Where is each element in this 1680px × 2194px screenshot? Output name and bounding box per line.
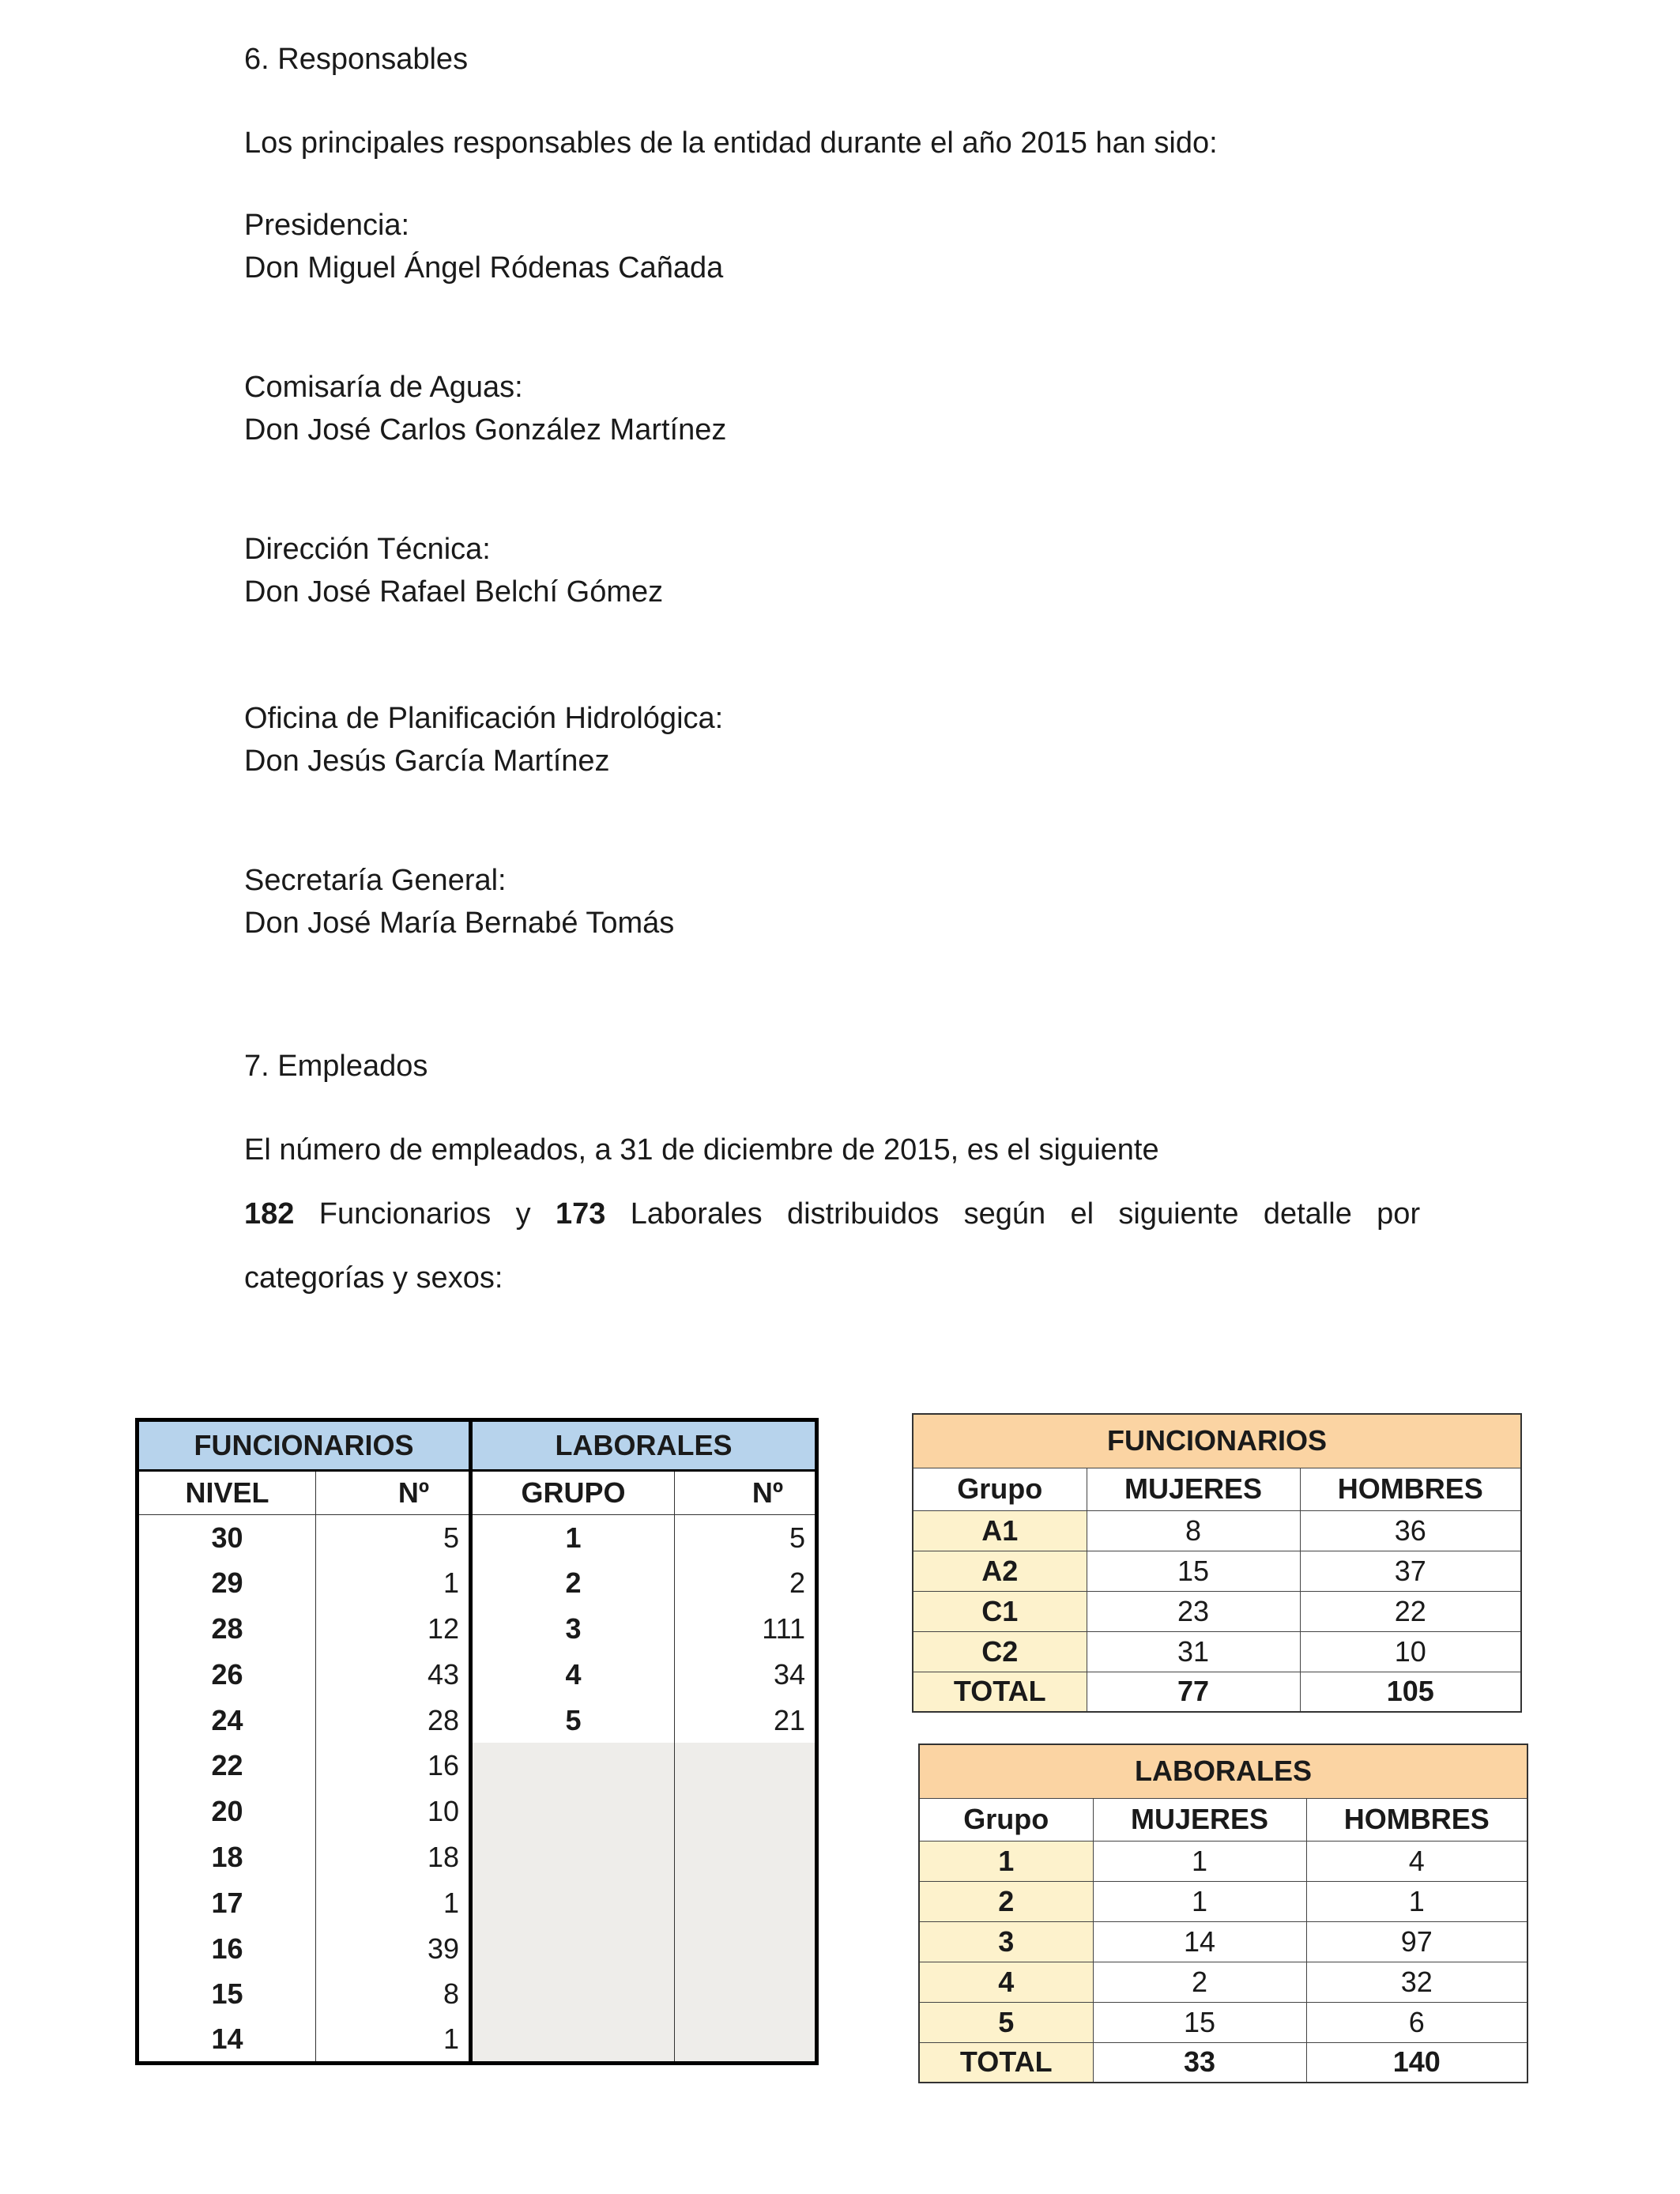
numero-laborales-cell: 5 [675, 1515, 817, 1561]
numero-laborales-cell [675, 1971, 817, 2017]
numero-laborales-cell [675, 1834, 817, 1880]
grupo-cell: 4 [471, 1652, 675, 1698]
hombres-cell: 36 [1300, 1510, 1521, 1551]
grupo-cell: A1 [913, 1510, 1087, 1551]
grupo-cell: 2 [919, 1881, 1093, 1921]
role-title-oficina: Oficina de Planificación Hidrológica: [244, 702, 724, 735]
total-row [919, 2042, 1527, 2083]
mujeres-cell: 15 [1093, 2002, 1306, 2042]
col-nivel: NIVEL [137, 1471, 316, 1515]
numero-funcionarios-cell: 8 [316, 1971, 471, 2017]
section-6-heading: 6. Responsables [244, 43, 469, 76]
mujeres-cell: 1 [1093, 1841, 1306, 1881]
role-name-direccion: Don José Rafael Belchí Gómez [244, 575, 664, 609]
numero-funcionarios-cell: 39 [316, 1926, 471, 1972]
nivel-cell: 16 [137, 1926, 316, 1972]
nivel-grupo-table [135, 1418, 819, 2065]
numero-funcionarios-cell: 43 [316, 1652, 471, 1698]
col-hombres: HOMBRES [1300, 1468, 1521, 1510]
grupo-cell: 5 [919, 2002, 1093, 2042]
funcionarios-count: 182 [244, 1197, 295, 1231]
header-funcionarios: FUNCIONARIOS [137, 1420, 471, 1471]
mujeres-cell: 14 [1093, 1921, 1306, 1962]
grupo-cell [471, 2017, 675, 2063]
grupo-cell [471, 1880, 675, 1926]
nivel-cell: 29 [137, 1560, 316, 1606]
hombres-cell: 97 [1306, 1921, 1527, 1962]
table-row [919, 1921, 1527, 1962]
grupo-cell: 1 [919, 1841, 1093, 1881]
numero-funcionarios-cell: 16 [316, 1743, 471, 1789]
hombres-cell: 37 [1300, 1551, 1521, 1591]
table-row [137, 1515, 817, 1561]
mujeres-cell: 23 [1087, 1591, 1300, 1631]
funcionarios-word: Funcionarios [318, 1197, 492, 1231]
table-row [137, 1606, 817, 1652]
mujeres-cell: 1 [1093, 1881, 1306, 1921]
col-mujeres: MUJERES [1087, 1468, 1300, 1510]
col-numero-funcionarios: Nº [316, 1471, 471, 1515]
numero-laborales-cell: 34 [675, 1652, 817, 1698]
col-grupo: GRUPO [471, 1471, 675, 1515]
detail-word: detalle [1263, 1197, 1352, 1231]
table-row [137, 1834, 817, 1880]
role-title-secretaria: Secretaría General: [244, 864, 507, 897]
role-title-direccion: Dirección Técnica: [244, 533, 491, 566]
grupo-cell: A2 [913, 1551, 1087, 1591]
hombres-cell: 32 [1306, 1962, 1527, 2002]
grupo-cell: 2 [471, 1560, 675, 1606]
detail-word: distribuidos [787, 1197, 940, 1231]
role-title-presidencia: Presidencia: [244, 209, 410, 242]
grupo-cell: 5 [471, 1698, 675, 1744]
grupo-cell [471, 1743, 675, 1789]
col-grupo: Grupo [913, 1468, 1087, 1510]
mujeres-cell: 31 [1087, 1631, 1300, 1672]
total-mujeres: 33 [1093, 2042, 1306, 2083]
numero-laborales-cell [675, 2017, 817, 2063]
table-row [137, 1971, 817, 2017]
numero-funcionarios-cell: 1 [316, 1880, 471, 1926]
detail-word: por [1377, 1197, 1421, 1231]
nivel-cell: 22 [137, 1743, 316, 1789]
numero-funcionarios-cell: 1 [316, 1560, 471, 1606]
numero-laborales-cell: 21 [675, 1698, 817, 1744]
laborales-count: 173 [556, 1197, 606, 1231]
role-name-oficina: Don Jesús García Martínez [244, 745, 610, 778]
table-row [137, 1652, 817, 1698]
col-hombres: HOMBRES [1306, 1798, 1527, 1841]
table-row [137, 1880, 817, 1926]
grupo-cell: 3 [471, 1606, 675, 1652]
table-row [919, 2002, 1527, 2042]
nivel-cell: 26 [137, 1652, 316, 1698]
numero-laborales-cell: 111 [675, 1606, 817, 1652]
section-7-intro: El número de empleados, a 31 de diciembre de 2015, es el siguiente [244, 1133, 1159, 1167]
detail-word: según [963, 1197, 1046, 1231]
grupo-cell [471, 1834, 675, 1880]
table-row [913, 1510, 1521, 1551]
nivel-cell: 15 [137, 1971, 316, 2017]
grupo-cell [471, 1926, 675, 1972]
table-row [137, 1789, 817, 1834]
nivel-cell: 20 [137, 1789, 316, 1834]
nivel-cell: 18 [137, 1834, 316, 1880]
table-row [913, 1551, 1521, 1591]
table-row [919, 1962, 1527, 2002]
table-row [137, 1560, 817, 1606]
hombres-cell: 1 [1306, 1881, 1527, 1921]
hombres-cell: 10 [1300, 1631, 1521, 1672]
funcionarios-table-title: FUNCIONARIOS [913, 1414, 1521, 1468]
role-name-comisaria: Don José Carlos González Martínez [244, 413, 727, 447]
grupo-cell [471, 1971, 675, 2017]
col-grupo: Grupo [919, 1798, 1093, 1841]
mujeres-cell: 8 [1087, 1510, 1300, 1551]
nivel-cell: 17 [137, 1880, 316, 1926]
hombres-cell: 6 [1306, 2002, 1527, 2042]
table-row [913, 1591, 1521, 1631]
numero-laborales-cell [675, 1789, 817, 1834]
grupo-cell: C1 [913, 1591, 1087, 1631]
total-row [913, 1672, 1521, 1712]
numero-laborales-cell [675, 1743, 817, 1789]
grupo-cell: C2 [913, 1631, 1087, 1672]
total-hombres: 140 [1306, 2042, 1527, 2083]
col-numero-laborales: Nº [675, 1471, 817, 1515]
grupo-cell: 3 [919, 1921, 1093, 1962]
numero-laborales-cell [675, 1880, 817, 1926]
laborales-sexo-table [918, 1744, 1528, 2083]
nivel-cell: 24 [137, 1698, 316, 1744]
numero-funcionarios-cell: 5 [316, 1515, 471, 1561]
numero-funcionarios-cell: 1 [316, 2017, 471, 2063]
detail-word: el [1070, 1197, 1094, 1231]
numero-laborales-cell: 2 [675, 1560, 817, 1606]
grupo-cell [471, 1789, 675, 1834]
laborales-table-title: LABORALES [919, 1744, 1527, 1798]
numero-funcionarios-cell: 10 [316, 1789, 471, 1834]
nivel-cell: 14 [137, 2017, 316, 2063]
mujeres-cell: 15 [1087, 1551, 1300, 1591]
total-label: TOTAL [913, 1672, 1087, 1712]
detail-word: siguiente [1118, 1197, 1239, 1231]
y-word: y [515, 1197, 531, 1231]
detail-word: Laborales [630, 1197, 763, 1231]
total-hombres: 105 [1300, 1672, 1521, 1712]
table-row [137, 2017, 817, 2063]
table-row [137, 1698, 817, 1744]
employee-summary-line [244, 1196, 1420, 1232]
hombres-cell: 22 [1300, 1591, 1521, 1631]
total-label: TOTAL [919, 2042, 1093, 2083]
role-name-secretaria: Don José María Bernabé Tomás [244, 907, 675, 940]
numero-laborales-cell [675, 1926, 817, 1972]
total-mujeres: 77 [1087, 1672, 1300, 1712]
table-row [137, 1926, 817, 1972]
numero-funcionarios-cell: 28 [316, 1698, 471, 1744]
nivel-cell: 30 [137, 1515, 316, 1561]
section-6-intro: Los principales responsables de la entidad durante el año 2015 han sido: [244, 126, 1218, 160]
table-row [137, 1743, 817, 1789]
grupo-cell: 1 [471, 1515, 675, 1561]
numero-funcionarios-cell: 18 [316, 1834, 471, 1880]
table-row [919, 1881, 1527, 1921]
grupo-cell: 4 [919, 1962, 1093, 2002]
hombres-cell: 4 [1306, 1841, 1527, 1881]
mujeres-cell: 2 [1093, 1962, 1306, 2002]
section-7-heading: 7. Empleados [244, 1050, 428, 1083]
role-name-presidencia: Don Miguel Ángel Ródenas Cañada [244, 251, 724, 285]
nivel-cell: 28 [137, 1606, 316, 1652]
role-title-comisaria: Comisaría de Aguas: [244, 371, 523, 404]
table-row [919, 1841, 1527, 1881]
employee-summary-line-2: categorías y sexos: [244, 1261, 503, 1295]
header-laborales: LABORALES [471, 1420, 817, 1471]
col-mujeres: MUJERES [1093, 1798, 1306, 1841]
table-row [913, 1631, 1521, 1672]
funcionarios-sexo-table [912, 1413, 1522, 1713]
numero-funcionarios-cell: 12 [316, 1606, 471, 1652]
